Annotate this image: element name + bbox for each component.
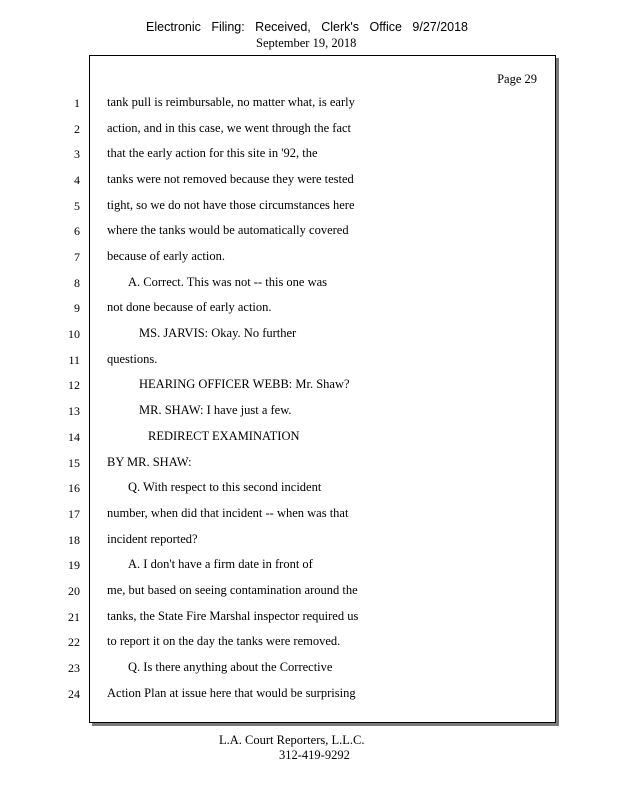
line-number: 17 — [68, 507, 80, 521]
line-number: 14 — [68, 430, 80, 444]
transcript-line: questions. — [107, 352, 158, 366]
transcript-line: tanks were not removed because they were tested — [107, 172, 354, 186]
transcript-line: HEARING OFFICER WEBB: Mr. Shaw? — [139, 377, 350, 391]
line-number: 9 — [74, 301, 80, 315]
line-number: 19 — [68, 558, 80, 572]
transcript-line: tight, so we do not have those circumstances here — [107, 198, 355, 212]
line-number: 22 — [68, 635, 80, 649]
line-number: 18 — [68, 533, 80, 547]
line-number: 15 — [68, 456, 80, 470]
line-number: 21 — [68, 610, 80, 624]
line-number: 10 — [68, 327, 80, 341]
line-number: 11 — [68, 353, 80, 367]
line-number: 16 — [68, 481, 80, 495]
reporter-phone: 312-419-9292 — [279, 748, 350, 762]
transcript-line: BY MR. SHAW: — [107, 455, 192, 469]
line-number: 3 — [74, 147, 80, 161]
line-number: 12 — [68, 378, 80, 392]
line-number: 5 — [74, 199, 80, 213]
transcript-line: REDIRECT EXAMINATION — [148, 429, 300, 443]
line-number: 20 — [68, 584, 80, 598]
page-number: Page 29 — [497, 72, 537, 86]
line-number: 6 — [74, 224, 80, 238]
transcript-line: Action Plan at issue here that would be surprising — [107, 686, 356, 700]
reporter-company: L.A. Court Reporters, L.L.C. — [219, 733, 365, 747]
transcript-line: number, when did that incident -- when was that — [107, 506, 349, 520]
transcript-line: because of early action. — [107, 249, 225, 263]
line-number: 13 — [68, 404, 80, 418]
transcript-line: tanks, the State Fire Marshal inspector required us — [107, 609, 359, 623]
transcript-line: MS. JARVIS: Okay. No further — [139, 326, 297, 340]
line-number: 4 — [74, 173, 80, 187]
line-number: 24 — [68, 687, 80, 701]
line-number: 7 — [74, 250, 80, 264]
transcript-line: A. I don't have a firm date in front of — [128, 557, 313, 571]
transcript-line: Q. Is there anything about the Corrective — [128, 660, 333, 674]
transcript-line: A. Correct. This was not -- this one was — [128, 275, 328, 289]
filing-date: September 19, 2018 — [256, 36, 357, 50]
transcript-line: action, and in this case, we went through the fact — [107, 121, 352, 135]
filing-stamp: Electronic Filing: Received, Clerk's Office 9/27/2018 — [146, 20, 469, 34]
transcript-line: where the tanks would be automatically covered — [107, 223, 349, 237]
transcript-line: not done because of early action. — [107, 300, 272, 314]
transcript-line: me, but based on seeing contamination around the — [107, 583, 358, 597]
line-number: 1 — [74, 96, 80, 110]
line-number: 8 — [74, 276, 80, 290]
transcript-line: that the early action for this site in '92, the — [107, 146, 318, 160]
transcript-line: to report it on the day the tanks were removed. — [107, 634, 341, 648]
transcript-line: MR. SHAW: I have just a few. — [139, 403, 292, 417]
transcript-line: incident reported? — [107, 532, 198, 546]
transcript-line: Q. With respect to this second incident — [128, 480, 322, 494]
transcript-line: tank pull is reimbursable, no matter what, is early — [107, 95, 355, 109]
line-number: 2 — [74, 122, 80, 136]
line-number: 23 — [68, 661, 80, 675]
